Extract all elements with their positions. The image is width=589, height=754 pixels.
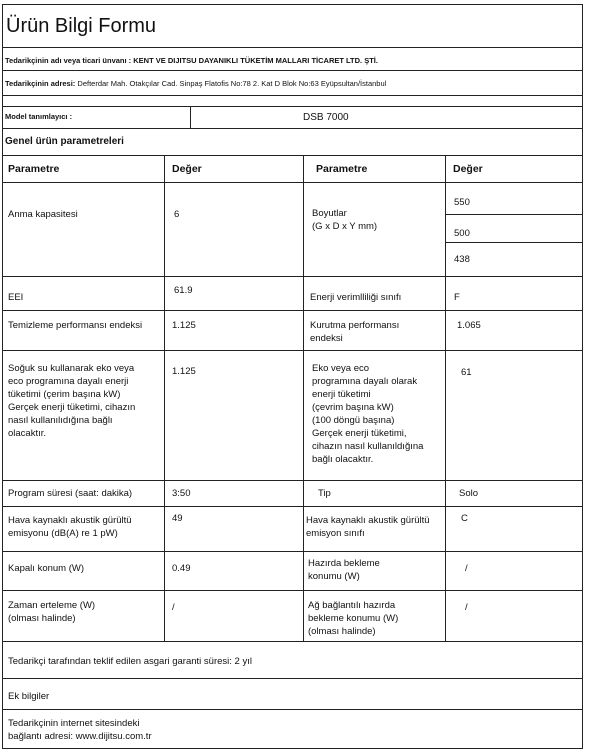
divider [2, 506, 582, 507]
eco-energy-value: 61 [461, 367, 472, 378]
program-time-value: 3:50 [172, 488, 191, 499]
type-value: Solo [459, 488, 479, 499]
divider [2, 480, 582, 481]
divider [445, 242, 582, 243]
divider [2, 155, 582, 156]
cleaning-label: Temizleme performansı endeksi [8, 320, 143, 331]
border-left [2, 4, 3, 749]
supplier-address-value: Defterdar Mah. Otakçılar Cad. Sinpaş Flatofis No:78 2. Kat D Blok No:63 Eyüpsultan/İstanbul [77, 79, 387, 88]
model-label: Model tanımlayıcı : [5, 112, 73, 121]
supplier-name-value: KENT VE DIJITSU DAYANIKLI TÜKETİM MALLARI TİCARET LTD. ŞTİ. [133, 56, 378, 65]
noise-class-label: Hava kaynaklı akustik gürültü emisyon sınıfı [306, 515, 430, 539]
product-info-form [2, 4, 582, 749]
divider [164, 155, 165, 641]
divider [2, 350, 582, 351]
divider [2, 551, 582, 552]
header-value-1: Değer [172, 163, 202, 175]
noise-emission-value: 49 [172, 513, 183, 524]
divider [2, 709, 582, 710]
eco-energy-label: Eko veya eco programına dayalı olarak enerji tüketimi (çevrim başına kW) (100 döngü başına) Gerçek enerji tüketimi, cihazın nasıl kullanıldığına bağlı olacaktır. [312, 363, 424, 465]
divider [2, 70, 582, 71]
divider [303, 155, 304, 641]
divider [2, 47, 582, 48]
cold-water-energy-label: Soğuk su kullanarak eko veya eco programına dayalı enerji tüketimi (çerim başına kW) Gerçek enerji tüketimi, cihazın nasıl kullanılıdığına bağlı olacaktır. [8, 363, 136, 439]
dimension-d-value: 500 [454, 228, 470, 239]
delay-start-value: / [172, 602, 175, 613]
drying-value: 1.065 [457, 320, 481, 331]
header-parameter-2: Parametre [316, 163, 368, 175]
divider [2, 310, 582, 311]
off-mode-label: Kapalı konum (W) [8, 563, 85, 574]
delay-start-label: Zaman erteleme (W) (olması halinde) [8, 600, 96, 624]
divider [445, 155, 446, 641]
divider [2, 128, 582, 129]
section-title: Genel ürün parametreleri [5, 136, 124, 147]
header-value-2: Değer [453, 163, 483, 175]
capacity-label: Anma kapasitesi [8, 209, 78, 220]
divider [2, 641, 582, 642]
capacity-value: 6 [174, 209, 180, 220]
drying-label: Kurutma performansı endeksi [310, 320, 400, 344]
divider [2, 590, 582, 591]
divider [2, 106, 582, 107]
energy-class-value: F [454, 292, 460, 303]
dimension-y-value: 438 [454, 254, 470, 265]
warranty-text: Tedarikçi tarafından teklif edilen asgari garanti süresi: 2 yıl [8, 656, 252, 667]
cleaning-value: 1.125 [172, 320, 196, 331]
noise-emission-label: Hava kaynaklı akustik gürültü emisyonu (dB(A) re 1 pW) [8, 515, 132, 539]
networked-standby-value: / [465, 602, 468, 613]
networked-standby-label: Ağ bağlantılı hazırda bekleme konumu (W) (olması halinde) [308, 600, 399, 637]
divider [2, 95, 582, 96]
eei-label: EEI [8, 292, 24, 303]
supplier-name [5, 56, 378, 66]
noise-class-value: C [461, 513, 468, 524]
type-label: Tip [318, 488, 331, 499]
page-title: Ürün Bilgi Formu [6, 15, 157, 37]
cold-water-energy-value: 1.125 [172, 366, 196, 377]
divider [190, 106, 191, 128]
additional-info-label: Ek bilgiler [8, 691, 50, 702]
energy-class-label: Enerji verimlliliği sınıfı [310, 292, 402, 303]
program-time-label: Program süresi (saat: dakika) [8, 488, 133, 499]
supplier-address [5, 79, 386, 89]
dimension-g-value: 550 [454, 197, 470, 208]
standby-label: Hazırda bekleme konumu (W) [308, 558, 380, 582]
eei-value: 61.9 [174, 285, 193, 296]
border-right [582, 4, 583, 749]
border-top [2, 4, 582, 5]
divider [2, 182, 582, 183]
divider [2, 276, 582, 277]
off-mode-value: 0.49 [172, 563, 191, 574]
model-value: DSB 7000 [303, 112, 349, 123]
supplier-website: Tedarikçinin internet sitesindeki bağlantı adresi: www.dijitsu.com.tr [8, 718, 152, 742]
supplier-name-label: Tedarikçinin adı veya ticari ünvanı : [5, 56, 132, 65]
border-bottom [2, 748, 582, 749]
divider [445, 214, 582, 215]
divider [2, 678, 582, 679]
dimensions-label: Boyutlar (G x D x Y mm) [312, 208, 378, 232]
supplier-address-label: Tedarikçinin adresi: [5, 79, 76, 88]
header-parameter-1: Parametre [8, 163, 60, 175]
standby-value: / [465, 563, 468, 574]
